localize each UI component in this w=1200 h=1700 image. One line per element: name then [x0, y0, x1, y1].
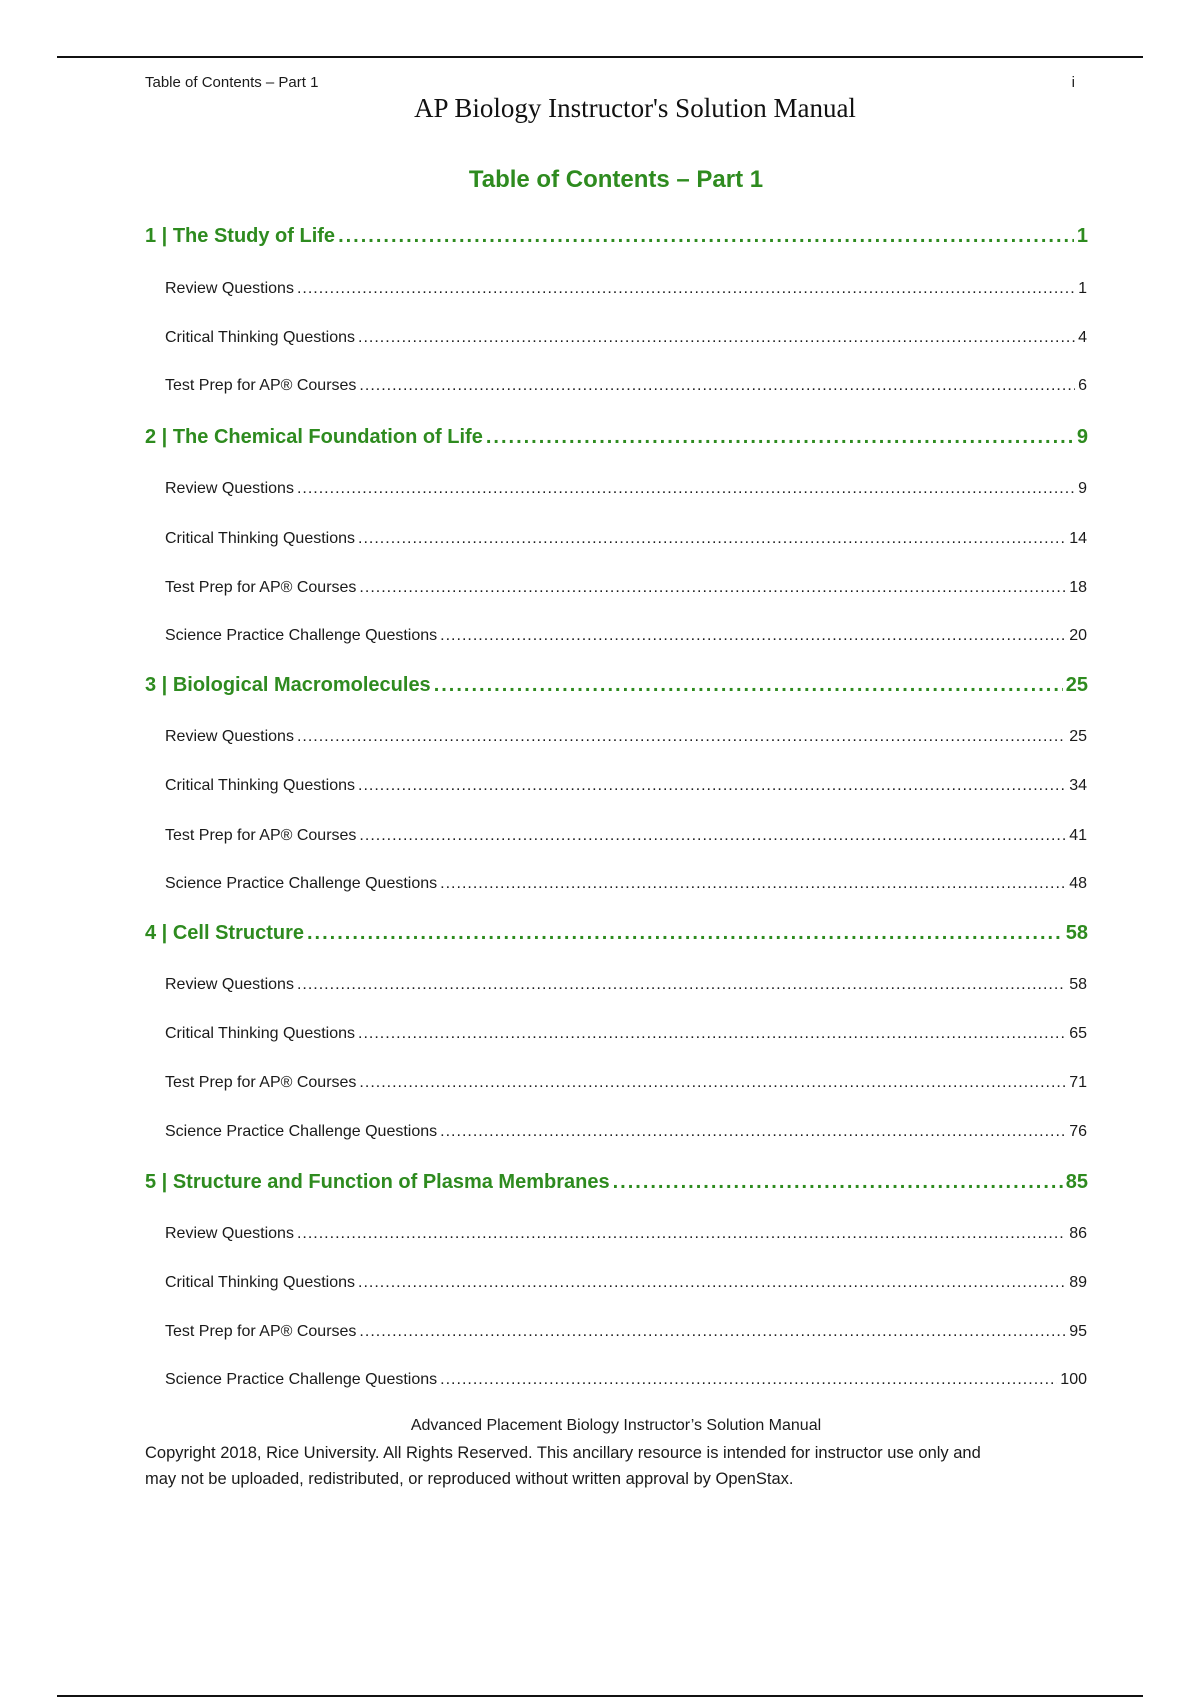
bottom-rule: [57, 1695, 1143, 1697]
toc-section-page: 95: [1069, 1323, 1087, 1340]
toc-section-page: 25: [1069, 728, 1087, 745]
toc-section-3-testprep[interactable]: [165, 827, 1087, 845]
toc-section-2-testprep[interactable]: [165, 579, 1087, 597]
toc-section-title: Review Questions: [165, 976, 294, 993]
toc-section-5-review[interactable]: [165, 1225, 1087, 1243]
toc-heading: Table of Contents – Part 1: [468, 166, 764, 193]
toc-section-page: 65: [1069, 1025, 1087, 1042]
toc-section-page: 6: [1078, 377, 1087, 394]
copyright-line-1: Copyright 2018, Rice University. All Rights Reserved. This ancillary resource is intended for instructor use only and: [145, 1444, 981, 1462]
toc-chapter-3[interactable]: [145, 674, 1088, 697]
dot-leader: [307, 922, 1063, 945]
toc-chapter-title: 3 | Biological Macromolecules: [145, 674, 431, 696]
toc-section-3-critical[interactable]: [165, 777, 1087, 795]
dot-leader: [358, 1025, 1066, 1043]
toc-section-page: 9: [1078, 480, 1087, 497]
dot-leader: [359, 1074, 1066, 1092]
footer-manual-name: Advanced Placement Biology Instructor’s Solution Manual: [410, 1417, 822, 1434]
toc-chapter-title: 4 | Cell Structure: [145, 922, 304, 944]
dot-leader: [358, 777, 1066, 795]
toc-section-1-review[interactable]: [165, 280, 1087, 298]
running-header: [145, 74, 1075, 91]
toc-chapter-1[interactable]: [145, 225, 1088, 248]
toc-section-title: Review Questions: [165, 280, 294, 297]
toc-section-3-practice[interactable]: [165, 875, 1087, 893]
toc-section-title: Science Practice Challenge Questions: [165, 875, 438, 892]
dot-leader: [297, 1225, 1066, 1243]
toc-section-page: 1: [1078, 280, 1087, 297]
copyright-line-2: may not be uploaded, redistributed, or reproduced without written approval by OpenStax.: [145, 1470, 794, 1488]
toc-section-page: 18: [1069, 579, 1087, 596]
dot-leader: [440, 1371, 1057, 1389]
toc-section-title: Review Questions: [165, 1225, 294, 1242]
toc-chapter-2[interactable]: [145, 426, 1088, 449]
toc-section-title: Critical Thinking Questions: [165, 777, 356, 794]
toc-chapter-page: 1: [1076, 225, 1088, 247]
toc-section-page: 76: [1069, 1123, 1087, 1140]
toc-section-page: 41: [1069, 827, 1087, 844]
dot-leader: [359, 579, 1066, 597]
toc-chapter-page: 9: [1076, 426, 1088, 448]
toc-section-5-practice[interactable]: [165, 1371, 1087, 1389]
toc-section-title: Test Prep for AP® Courses: [165, 1074, 357, 1091]
toc-section-title: Critical Thinking Questions: [165, 329, 356, 346]
dot-leader: [434, 674, 1063, 697]
toc-chapter-page: 85: [1065, 1171, 1088, 1193]
toc-section-page: 58: [1069, 976, 1087, 993]
top-rule: [57, 56, 1143, 58]
toc-section-title: Review Questions: [165, 728, 294, 745]
dot-leader: [297, 728, 1066, 746]
footer-copyright: [145, 1440, 1085, 1492]
toc-section-page: 86: [1069, 1225, 1087, 1242]
toc-section-4-critical[interactable]: [165, 1025, 1087, 1043]
dot-leader: [297, 480, 1075, 498]
running-title: Table of Contents – Part 1: [145, 74, 319, 91]
dot-leader: [359, 1323, 1066, 1341]
toc-section-4-practice[interactable]: [165, 1123, 1087, 1141]
dot-leader: [297, 280, 1075, 298]
toc-section-page: 34: [1069, 777, 1087, 794]
dot-leader: [359, 827, 1066, 845]
toc-section-title: Test Prep for AP® Courses: [165, 579, 357, 596]
toc-section-4-review[interactable]: [165, 976, 1087, 994]
toc-section-page: 4: [1078, 329, 1087, 346]
toc-section-title: Test Prep for AP® Courses: [165, 1323, 357, 1340]
toc-section-2-critical[interactable]: [165, 530, 1087, 548]
dot-leader: [613, 1171, 1063, 1194]
toc-section-page: 48: [1069, 875, 1087, 892]
toc-section-2-practice[interactable]: [165, 627, 1087, 645]
toc-section-page: 20: [1069, 627, 1087, 644]
toc-section-title: Science Practice Challenge Questions: [165, 1371, 438, 1388]
toc-section-1-testprep[interactable]: [165, 377, 1087, 395]
toc-section-page: 71: [1069, 1074, 1087, 1091]
toc-chapter-title: 2 | The Chemical Foundation of Life: [145, 426, 483, 448]
toc-section-page: 89: [1069, 1274, 1087, 1291]
toc-section-1-critical[interactable]: [165, 329, 1087, 347]
toc-section-5-critical[interactable]: [165, 1274, 1087, 1292]
toc-section-title: Critical Thinking Questions: [165, 1274, 356, 1291]
toc-section-4-testprep[interactable]: [165, 1074, 1087, 1092]
toc-section-page: 100: [1060, 1371, 1087, 1388]
toc-chapter-4[interactable]: [145, 922, 1088, 945]
toc-chapter-title: 1 | The Study of Life: [145, 225, 336, 247]
toc-chapter-5[interactable]: [145, 1171, 1088, 1194]
dot-leader: [440, 1123, 1066, 1141]
dot-leader: [440, 627, 1066, 645]
toc-section-3-review[interactable]: [165, 728, 1087, 746]
toc-section-title: Science Practice Challenge Questions: [165, 1123, 438, 1140]
toc-section-title: Review Questions: [165, 480, 294, 497]
toc-section-5-testprep[interactable]: [165, 1323, 1087, 1341]
toc-section-title: Test Prep for AP® Courses: [165, 827, 357, 844]
dot-leader: [440, 875, 1066, 893]
toc-section-title: Critical Thinking Questions: [165, 530, 356, 547]
dot-leader: [358, 329, 1075, 347]
toc-chapter-title: 5 | Structure and Function of Plasma Membranes: [145, 1171, 610, 1193]
toc-section-title: Critical Thinking Questions: [165, 1025, 356, 1042]
toc-section-2-review[interactable]: [165, 480, 1087, 498]
dot-leader: [358, 1274, 1066, 1292]
dot-leader: [338, 225, 1074, 248]
toc-chapter-page: 58: [1065, 922, 1088, 944]
dot-leader: [358, 530, 1066, 548]
manual-title: AP Biology Instructor's Solution Manual: [414, 93, 856, 123]
dot-leader: [359, 377, 1075, 395]
page-number: i: [1071, 74, 1075, 91]
dot-leader: [486, 426, 1074, 449]
toc-section-title: Test Prep for AP® Courses: [165, 377, 357, 394]
toc-chapter-page: 25: [1065, 674, 1088, 696]
toc-section-title: Science Practice Challenge Questions: [165, 627, 438, 644]
dot-leader: [297, 976, 1066, 994]
toc-section-page: 14: [1069, 530, 1087, 547]
